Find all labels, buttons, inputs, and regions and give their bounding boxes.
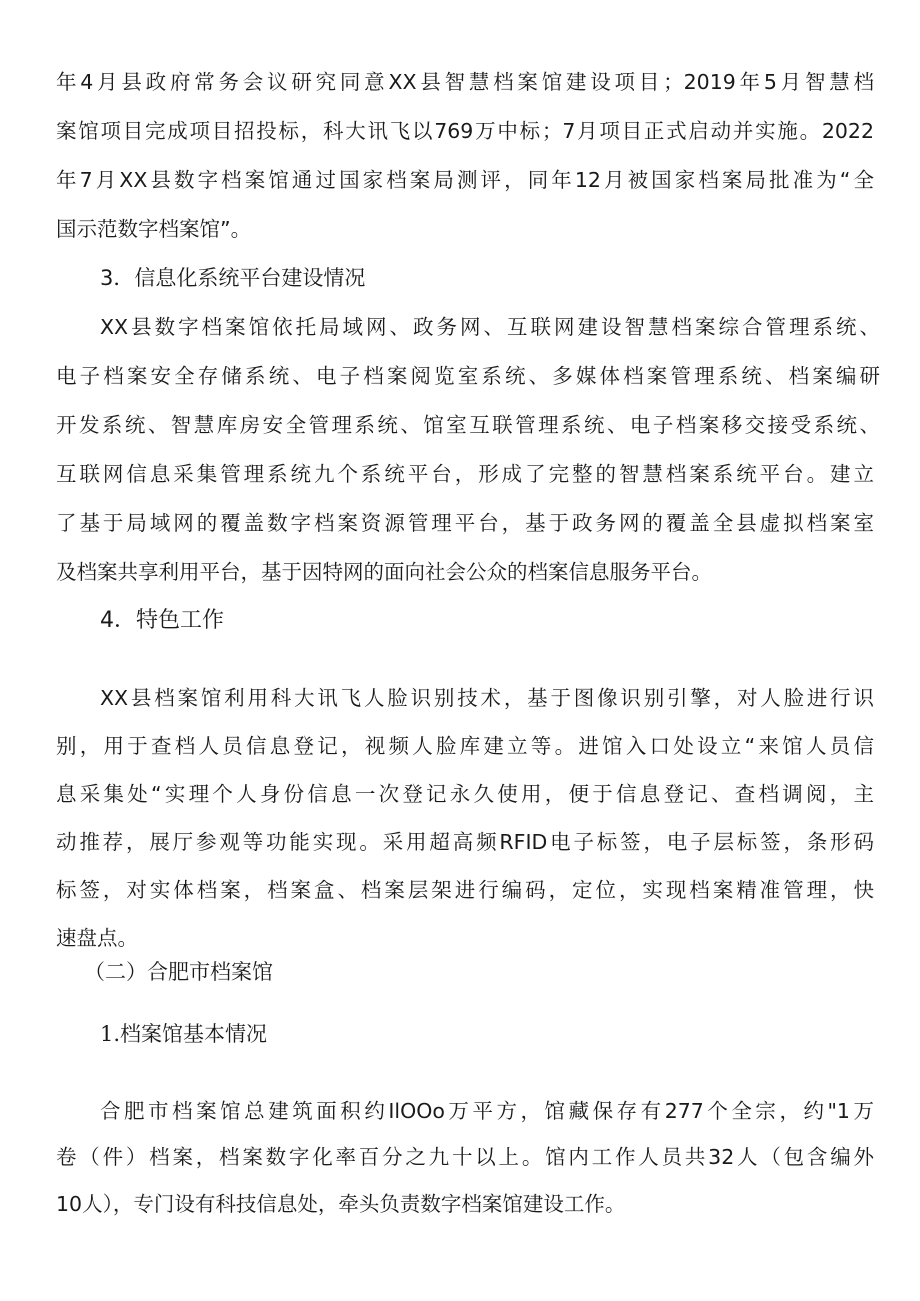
- section-3-line-6: 及档案共享利用平台，基于因特网的面向社会公众的档案信息服务平台。: [56, 560, 712, 584]
- part-2-heading: （二）合肥市档案馆: [84, 960, 273, 984]
- section-4-line-5: 标签，对实体档案，档案盒、档案层架进行编码，定位，实现档案精准管理，快: [56, 878, 874, 902]
- part-2-sub-1-heading: 1.档案馆基本情况: [100, 1022, 268, 1046]
- section-3-line-1: XX县数字档案馆依托局域网、政务网、互联网建设智慧档案综合管理系统、: [100, 315, 880, 339]
- section-4-line-4: 动推荐，展厅参观等功能实现。采用超高频RFID电子标签，电子层标签，条形码: [56, 830, 874, 854]
- section-3-line-4: 互联网信息采集管理系统九个系统平台，形成了完整的智慧档案系统平台。建立: [56, 462, 874, 486]
- section-4-line-6: 速盘点。: [56, 926, 138, 950]
- intro-line-3: 年7月XX县数字档案馆通过国家档案局测评，同年12月被国家档案局批准为“全: [56, 168, 874, 192]
- section-3-line-2: 电子档案安全存储系统、电子档案阅览室系统、多媒体档案管理系统、档案编研: [56, 364, 880, 388]
- intro-line-4: 国示范数字档案馆”。: [56, 217, 252, 241]
- section-4-line-1: XX县档案馆利用科大讯飞人脸识别技术，基于图像识别引擎，对人脸进行识: [100, 686, 874, 710]
- intro-line-2: 案馆项目完成项目招投标，科大讯飞以769万中标；7月项目正式启动并实施。2022: [56, 119, 874, 143]
- section-3-line-5: 了基于局域网的覆盖数字档案资源管理平台，基于政务网的覆盖全县虚拟档案室: [56, 511, 874, 535]
- section-4-line-3: 息采集处“实理个人身份信息一次登记永久使用，便于信息登记、查档调阅，主: [56, 782, 874, 806]
- intro-line-1: 年4月县政府常务会议研究同意XX县智慧档案馆建设项目；2019年5月智慧档: [56, 70, 874, 94]
- part-2-sub-1-line-3: 10人），专门设有科技信息处，牵头负责数字档案馆建设工作。: [56, 1192, 626, 1216]
- section-4-heading: 4．特色工作: [100, 608, 224, 633]
- section-4-line-2: 别，用于查档人员信息登记，视频人脸库建立等。进馆入口处设立“来馆人员信: [56, 734, 874, 758]
- section-3-heading: 3．信息化系统平台建设情况: [100, 266, 366, 290]
- part-2-sub-1-line-1: 合肥市档案馆总建筑面积约IlOOo万平方，馆藏保存有277个全宗，约"1万: [100, 1099, 874, 1123]
- section-3-line-3: 开发系统、智慧库房安全管理系统、馆室互联管理系统、电子档案移交接受系统、: [56, 413, 880, 437]
- part-2-sub-1-line-2: 卷（件）档案，档案数字化率百分之九十以上。馆内工作人员共32人（包含编外: [56, 1145, 874, 1169]
